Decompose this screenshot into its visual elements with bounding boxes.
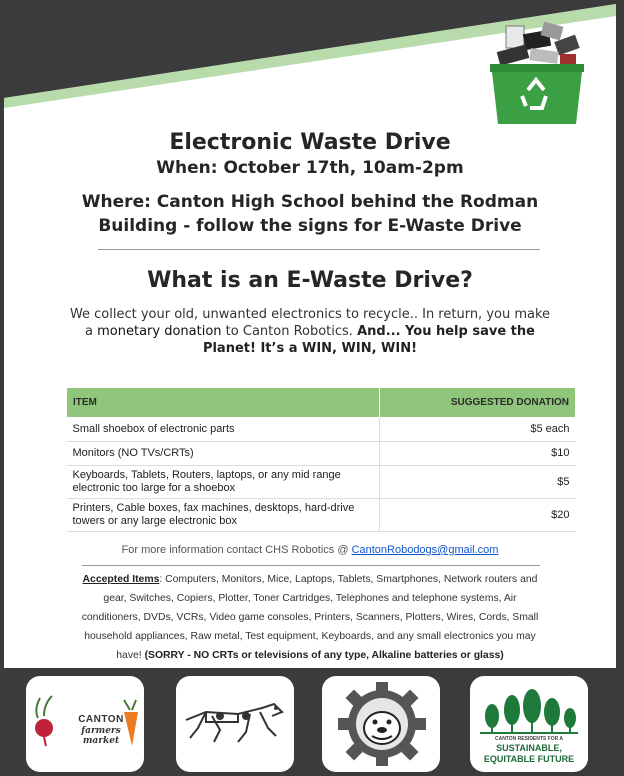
table-row	[67, 499, 576, 532]
event-where	[4, 190, 616, 238]
column-header-item: ITEM	[67, 388, 380, 418]
tree-icon	[544, 698, 560, 732]
future-title-1: SUSTAINABLE,	[496, 743, 562, 753]
table-cell-amount: $20	[380, 499, 576, 532]
intro-text-2: to Canton Robotics.	[221, 324, 358, 339]
table-row	[67, 442, 576, 466]
table-cell-item: Printers, Cable boxes, fax machines, desktops, hard-drive towers or any large electronic box	[67, 499, 380, 532]
beet-icon	[35, 696, 53, 746]
farmers-market-subtitle: farmers market	[81, 726, 121, 746]
robot-dog-icon	[176, 676, 294, 772]
accepted-items-list: : Computers, Monitors, Mice, Laptops, Tablets, Smartphones, Network routers and gear, Switches, Copiers, Plotter, Toner Cartridges, Telephones and telephone systems, Air conditioners, DVDs, VCRs, Video game consoles, Printers, Scanners, Plotters, Wires, Cords, Small household appliances, Raw metal, Test equipment, Keyboards, and any small electronics you may have!	[81, 574, 539, 661]
table-row	[67, 466, 576, 499]
table-header-row	[67, 388, 576, 418]
contact-line	[4, 544, 616, 556]
contact-text: For more information contact CHS Robotics @	[121, 544, 352, 556]
table-cell-item: Keyboards, Tablets, Routers, laptops, or any mid range electronic too large for a shoebox	[67, 466, 380, 499]
tree-icon	[564, 708, 576, 732]
section-heading: What is an E-Waste Drive?	[147, 268, 473, 293]
intro-highlight: monetary donation	[97, 324, 222, 339]
future-title-2: EQUITABLE FUTURE	[483, 754, 575, 764]
table-row	[67, 418, 576, 442]
table-cell-amount: $5	[380, 466, 576, 499]
recycle-bin-icon	[484, 20, 588, 128]
contact-email-link[interactable]: CantonRobodogs@gmail.com	[351, 544, 499, 556]
table-cell-item: Small shoebox of electronic parts	[67, 418, 380, 442]
gear-bulldog-icon	[322, 676, 440, 772]
table-cell-amount: $10	[380, 442, 576, 466]
farmers-market-title: CANTON	[78, 714, 124, 725]
table-cell-item: Monitors (NO TVs/CRTs)	[67, 442, 380, 466]
column-header-donation: SUGGESTED DONATION	[380, 388, 576, 418]
intro-paragraph	[64, 306, 556, 357]
accepted-items-label: Accepted Items	[82, 574, 160, 585]
event-where-line1: Where: Canton High School behind the Rodman	[81, 192, 539, 212]
tree-icon	[504, 695, 520, 732]
event-where-line2: Building - follow the signs for E-Waste Drive	[98, 216, 522, 236]
logo-farmers-market	[26, 676, 144, 772]
divider	[82, 565, 540, 566]
flyer-page	[4, 0, 616, 668]
accepted-items-exclusions: (SORRY - NO CRTs or televisions of any type, Alkaline batteries or glass)	[144, 650, 504, 661]
intro-bold: And... You help save the Planet! It’s a WIN, WIN, WIN!	[202, 324, 535, 356]
logo-robodogs	[176, 676, 294, 772]
tree-icon	[485, 704, 499, 732]
intro-text-1: We collect your old, unwanted electronics to recycle.. In return, you make a	[69, 307, 551, 339]
future-tagline: CANTON RESIDENTS FOR A	[494, 736, 564, 742]
table-cell-amount: $5 each	[380, 418, 576, 442]
divider	[98, 249, 540, 250]
tree-icon	[523, 689, 541, 732]
accepted-items	[74, 570, 546, 665]
logo-bulldog-gear	[322, 676, 440, 772]
logo-sustainable-future	[470, 676, 588, 772]
donation-table	[66, 387, 576, 532]
page-title: Electronic Waste Drive	[169, 130, 451, 155]
event-when: When: October 17th, 10am-2pm	[156, 158, 464, 178]
